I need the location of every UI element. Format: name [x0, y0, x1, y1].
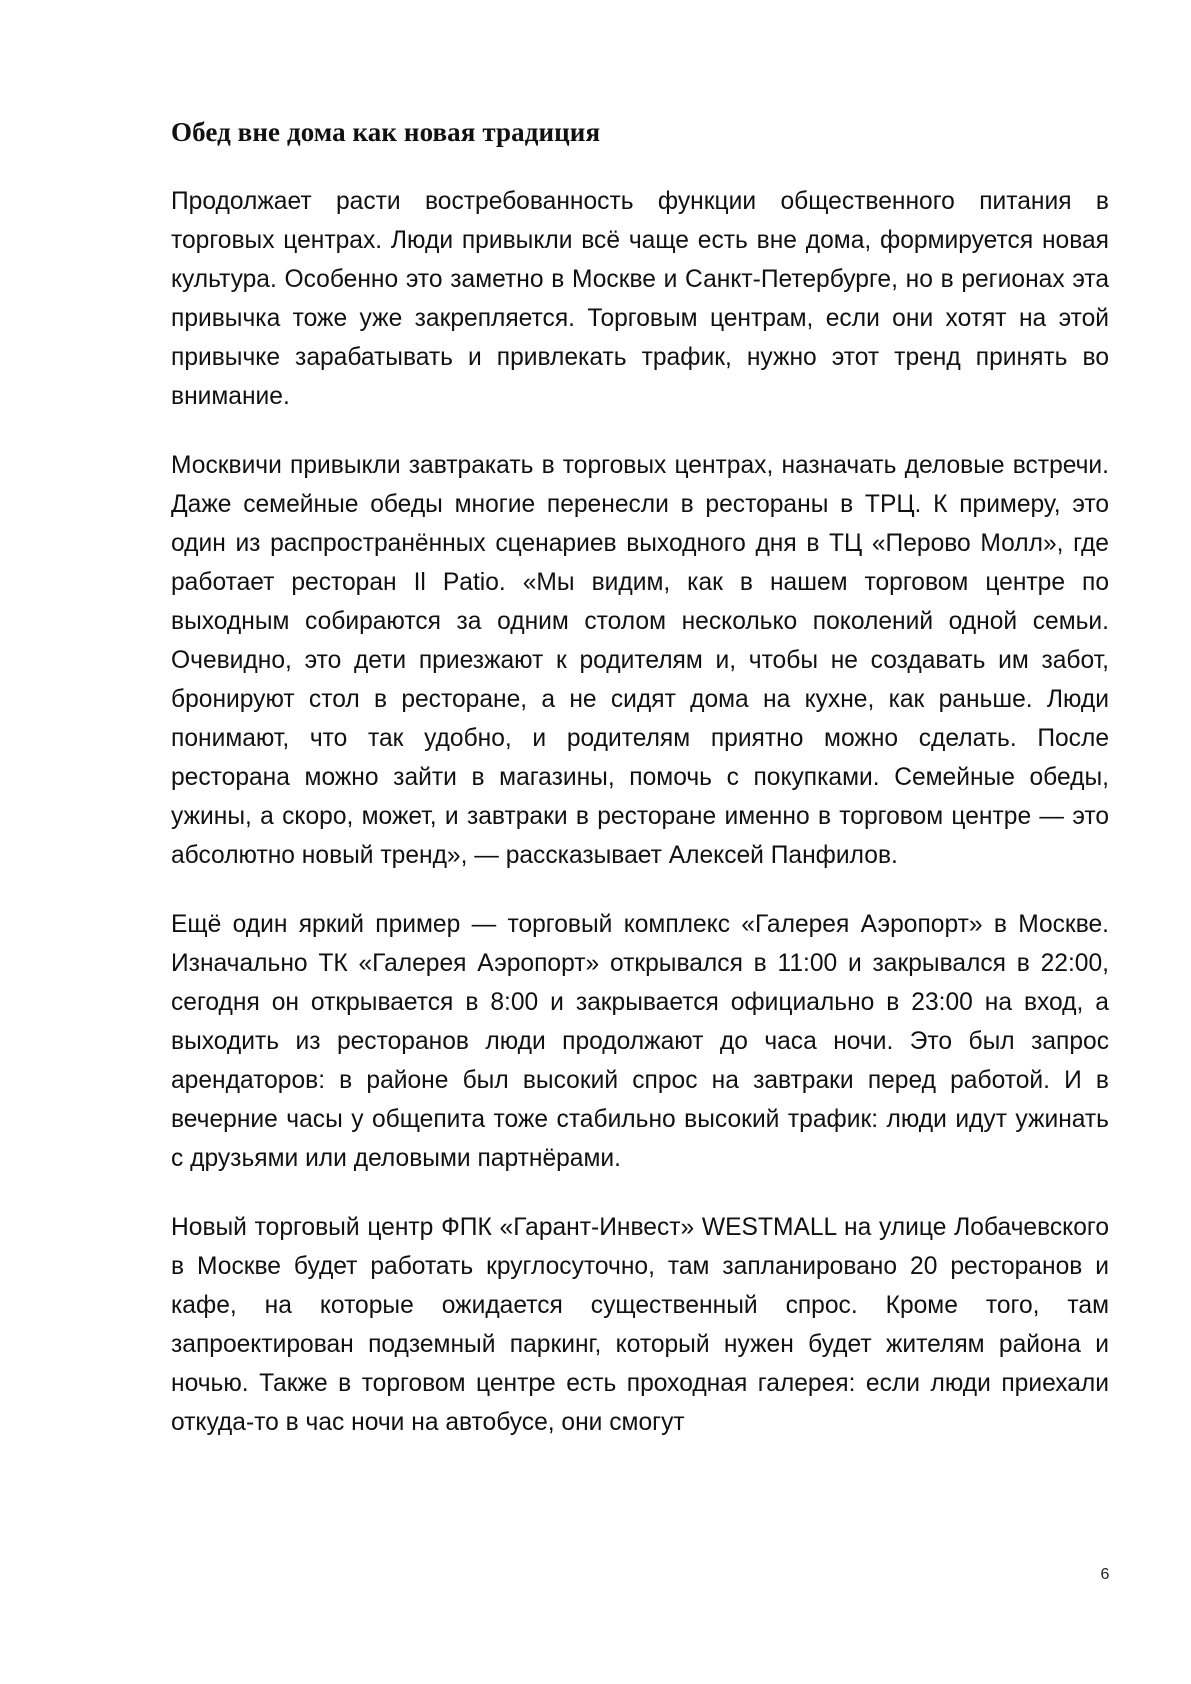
paragraph-1: Продолжает расти востребованность функции общественного питания в торговых центрах. Люди привыкли всё чаще есть вне дома, формируется новая культура. Особенно это заметно в Москве и Санкт-Петербурге, но в регионах эта привычка тоже уже закрепляется. Торговым центрам, если они хотят на этой привычке зарабатывать и привлекать трафик, нужно этот тренд принять во внимание. [171, 188, 1109, 410]
paragraph-2: Москвичи привыкли завтракать в торговых центрах, назначать деловые встречи. Даже семейные обеды многие перенесли в рестораны в ТРЦ. К примеру, это один из распространённых сценариев выходного дня в ТЦ «Перово Молл», где работает ресторан Il Patio. «Мы видим, как в нашем торговом центре по выходным собираются за одним столом несколько поколений одной семьи. Очевидно, это дети приезжают к родителям и, чтобы не создавать им забот, бронируют стол в ресторане, а не сидят дома на кухне, как раньше. Люди понимают, что так удобно, и родителям приятно можно сделать. После ресторана можно зайти в магазины, помочь с покупками. Семейные обеды, ужины, а скоро, может, и завтраки в ресторане именно в торговом центре — это абсолютно новый тренд», — рассказывает Алексей Панфилов. [171, 452, 1109, 869]
paragraph-3: Ещё один яркий пример — торговый комплекс «Галерея Аэропорт» в Москве. Изначально ТК «Галерея Аэропорт» открывался в 11:00 и закрывался в 22:00, сегодня он открывается в 8:00 и закрывается официально в 23:00 на вход, а выходить из ресторанов люди продолжают до часа ночи. Это был запрос арендаторов: в районе был высокий спрос на завтраки перед работой. И в вечерние часы у общепита тоже стабильно высокий трафик: люди идут ужинать с друзьями или деловыми партнёрами. [171, 911, 1109, 1172]
page-content [171, 112, 1109, 1472]
section-heading: Обед вне дома как новая традиция [171, 117, 601, 147]
page-number: 6 [1100, 1566, 1110, 1583]
paragraph-4: Новый торговый центр ФПК «Гарант-Инвест» WESTMALL на улице Лобачевского в Москве будет работать круглосуточно, там запланировано 20 ресторанов и кафе, на которые ожидается существенный спрос. Кроме того, там запроектирован подземный паркинг, который нужен будет жителям района и ночью. Также в торговом центре есть проходная галерея: если люди приехали откуда-то в час ночи на автобусе, они смогут [171, 1214, 1109, 1436]
